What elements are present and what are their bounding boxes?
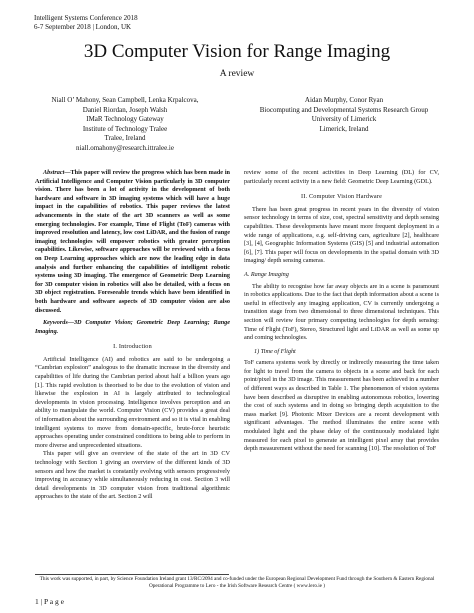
intro-paragraph-continued: review some of the recent activities in Deep Learning (DL) for CV, particularly recent activity in a new field: Geometric Deep Learning (GDL). <box>244 169 439 185</box>
section-heading-introduction: I. Introduction <box>113 343 152 351</box>
abstract <box>35 169 230 315</box>
author-email: niall.omahony@research.ittralee.ie <box>76 143 174 152</box>
author-location: Limerick, Ireland <box>319 124 369 133</box>
footnote-rule <box>35 574 229 575</box>
section-heading-hardware: II. Computer Vision Hardware <box>300 193 383 201</box>
left-column <box>35 169 230 502</box>
tof-paragraph: ToF camera systems work by directly or indirectly measuring the time taken for light to travel from the camera to objects in a scene and back for each point/pixel in the 3D image. This measurement has been achieved in a number of different ways as described in Table 1. The phenomenon of vision systems have been described as disruptive in enabling autonomous robotics, lowering the cost of such systems and in doing so bringing depth acquisition to the mass market [9]. Photonic Mixer Devices are a recent development with significant advantages. The method illuminates the entire scene with modulated light and the phase delay of the continuously modulated light measured for each pixel to generate an intelligent pixel array that provides depth measurement without the need for scanning [10]. The resolution of ToF <box>244 359 439 453</box>
keywords: Keywords—3D Computer Vision; Geometric Deep Learning; Range Imaging. <box>35 319 230 335</box>
funding-footnote: This work was supported, in part, by Science Foundation Ireland grant 13/RC/2094 and co-funded under the European Regional Development Fund through the Southern & Eastern Regional Operational Programme to Lero - the Irish Software Research Centre ( www.lero.ie ) <box>39 576 435 589</box>
subsubsection-heading-tof: 1) Time of Flight <box>254 347 296 355</box>
authors-block-left <box>40 96 210 154</box>
abstract-text: This paper will review the progress which has been made in Artificial Intelligence and Computer Vision particularly in 3D computer vision. There has been a lot of activity in the development of both hardware and software in 3D imaging systems which will have a huge impact in the capabilities of robotics. This paper reviews the latest advancements in the state of the art 3D scanners as well as some emerging technologies. For example, Time of Flight (ToF) cameras with improved resolution and latency, low cost LiDAR, and the fusion of range imaging technologies will empower robotics with greater perception capabilities. Likewise, software approaches will be reviewed with a focus on Deep Learning approaches which are now the leading edge in data analysis and further enhancing the capabilities of intelligent robotic systems using 3D imaging. The emergence of Geometric Deep Learning for 3D computer vision in robotics will also be detailed, with a focus on 3D object registration. Foreseeable trends which have been identified in both hardware and software aspects of 3D computer vision are also discussed. <box>35 169 230 314</box>
author-group: Biocomputing and Developmental Systems Research Group <box>259 105 429 114</box>
subsection-heading-range-imaging: A. Range Imaging <box>244 270 289 278</box>
paper-title: 3D Computer Vision for Range Imaging <box>83 41 391 62</box>
intro-paragraph-2: This paper will give an overview of the state of the art in 3D CV technology with Section 1 giving an overview of the different kinds of 3D sensors and how the market is constantly evolving with sensors progressively improving in accuracy while simultaneously reducing in cost. Section 3 will detail developments in 3D computer vision from traditional algorithmic approaches to the state of the art. Section 2 will <box>35 450 230 501</box>
author-group: IMaR Technology Gateway <box>86 115 164 124</box>
conference-name: Intelligent Systems Conference 2018 <box>34 14 138 22</box>
author-names-line2: Daniel Riordan, Joseph Walsh <box>82 105 168 114</box>
author-institute: Institute of Technology Tralee <box>82 124 168 133</box>
author-location: Tralee, Ireland <box>104 134 146 143</box>
hardware-paragraph-1: There has been great progress in recent years in the diversity of vision sensor technology in terms of size, cost, spectral sensitivity and depth sensing capabilities. These developments have meant more frequent deployment in a wide range of applications, e.g. self-driving cars, agriculture [2], healthcare [3], [4], Geographic Information Systems (GIS) [5] and industrial automation [6], [7]. This paper will focus on developments in the spatial domain with 3D imaging/ depth sensing cameras. <box>244 205 439 265</box>
right-column <box>244 169 439 454</box>
conference-header <box>34 14 138 32</box>
author-university: University of Limerick <box>311 115 377 124</box>
abstract-label: Abstract— <box>43 169 71 176</box>
author-names-line1: Niall O’ Mahony, Sean Campbell, Lenka Krpalcova, <box>51 96 199 104</box>
conference-date-location: 6-7 September 2018 | London, UK <box>34 23 132 31</box>
authors-block-right <box>253 96 435 134</box>
range-imaging-paragraph: The ability to recognise how far away objects are in a scene is paramount in robotics applications. Due to the fact that depth information about a scene is useful in effectively any imaging application, CV is currently undergoing a transition stage from two dimensional to three dimensional techniques. This section will review four primary competing technologies for depth sensing: Time of Flight (ToF), Stereo, Structured light and LiDAR as well as some up and coming technologies. <box>244 282 439 342</box>
page-number: 1 | P a g e <box>35 597 64 606</box>
author-names: Aidan Murphy, Conor Ryan <box>304 96 384 104</box>
intro-paragraph-1: Artificial Intelligence (AI) and robotics are said to be undergoing a “Cambrian explosion” analogous to the dramatic increase in the diversity and capabilities of life during the Cambrian period about half a billion years ago [1]. This rapid evolution is theorised to be due to the evolution of vision and likewise the explosion in AI is largely attributed to technological developments in vision processing. Intelligence involves perception and an ability to manipulate the world. Computer Vision (CV) provides a great deal of information about the surrounding environment and so it is vital in enabling intelligent systems to move from domain-specific, brute-force heuristic approaches operating under constrained conditions to being able to perform in more diverse and unprecedented situations. <box>35 355 230 449</box>
paper-subtitle: A review <box>219 69 255 79</box>
